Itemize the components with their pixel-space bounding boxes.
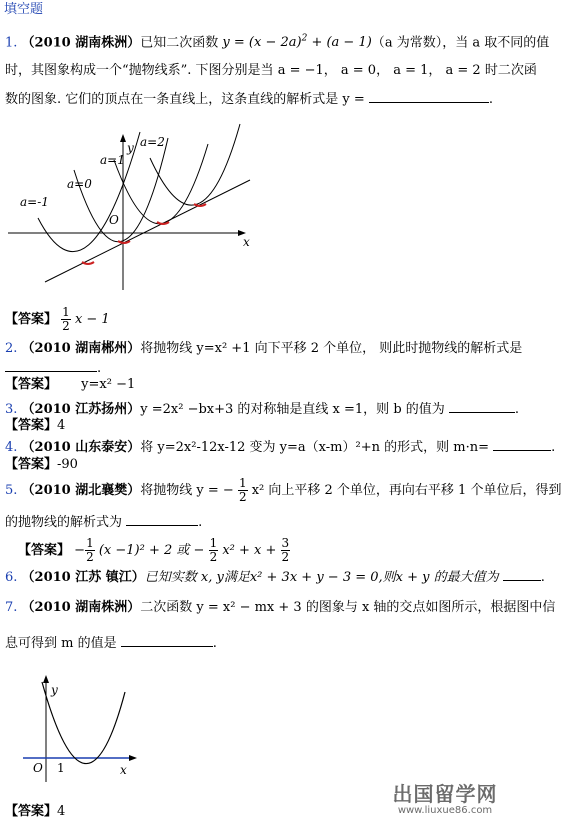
answer-label: 【答案】 [5,312,58,327]
question-number: 5. [5,483,18,498]
period: . [212,636,217,651]
x-label: x [120,763,127,777]
question-text: 息可得到 m 的值是 [5,636,117,651]
question-1-line-2: 时，其图象构成一个“抛物线系”. 下图分别是当 a = −1， a = 0， a = 1， a = 2 时二次函 [5,63,537,78]
question-text: 的抛物线的解析式为 [5,515,123,530]
fraction-three-halves [281,537,291,564]
period: . [488,92,494,107]
answer-value: 4 [57,804,66,819]
question-text: 将抛物线 y = − [140,483,234,498]
question-text: 已知实数 x, y满足x² + 3x + y − 3 = 0,则x + y 的最大值为 [144,570,499,585]
y-axis-arrow [43,675,49,683]
answer-blank [493,438,551,451]
question-7-line-1 [5,600,555,616]
y-axis-arrow [120,134,126,142]
section-title: 填空题 [4,2,44,17]
label-a-0: a=0 [67,177,92,191]
answer-value: -90 [57,457,78,472]
denominator: 2 [209,550,218,564]
numerator: 1 [238,476,247,490]
answer-label: 【答案】 [5,377,58,392]
question-number: 2. [5,341,18,356]
question-3-answer [5,418,65,434]
denominator: 2 [86,550,94,564]
parabola-a-neg1 [38,132,140,252]
answer-label: 【答案】 [5,804,58,819]
question-3 [5,400,519,418]
x-axis-arrow [129,755,137,761]
fraction-half [238,477,248,504]
vertex-a-1 [157,222,169,224]
parabola-family-graph [0,110,270,300]
question-text: 二次函数 y = x² − mx + 3 的图象与 x 轴的交点如图所示，根据图中信 [140,600,556,615]
vertex-line [45,180,250,282]
question-1-line-1 [5,31,549,51]
function-formula: $y = (x - 2a)^2 + (a - 1)$ [222,34,372,51]
label-a-1: a=1 [100,153,125,167]
question-4-answer [5,457,78,473]
question-text: 将抛物线 y=x² +1 向下平移 2 个单位， 则此时抛物线的解析式是 [140,341,523,356]
watermark-url: www.liuxue86.com [397,805,493,816]
numerator: 1 [86,536,94,550]
y-label: y [51,683,58,697]
question-text: 数的图象. 它们的顶点在一条直线上，这条直线的解析式是 y = [5,92,365,107]
answer-value: (x −1)² + 2 或 − [98,543,205,558]
question-5-answer: 【答案】 − $\frac{1}{2}$ (x −1)² + 2 或 − $\frac{1}{2}$ x² + x + $\frac{3}{2}$ [18,536,290,564]
answer-label: 【答案】 [5,457,58,472]
period: . [514,402,520,417]
question-2-answer [5,377,135,393]
question-text: 将 y=2x²-12x-12 变为 y=a（x-m）²+n 的形式，则 m·n= [140,440,489,455]
fraction-half [61,306,71,333]
y-label: y [127,141,134,155]
question-text: x² 向上平移 2 个单位，再向右平移 1 个单位后，得到 [251,483,561,498]
question-text: a 为常数），当 a 取不同的值 [384,35,550,51]
label-a-neg1: a=-1 [20,195,49,209]
question-6 [5,568,545,586]
question-number: 4. [5,440,18,455]
site-watermark [392,783,498,817]
answer-value: x − 1 [74,312,110,327]
answer-blank [449,400,515,413]
period: . [540,570,545,585]
question-number: 6. [5,570,18,585]
answer-value: y=x² −1 [81,377,136,392]
denominator: 2 [238,490,247,504]
fraction-half [209,537,219,564]
numerator: 1 [62,305,70,319]
answer-label: 【答案】 [18,543,71,558]
vertex-a-2 [194,204,206,206]
vertex-a-neg1 [82,262,94,264]
question-2-line-2 [5,359,101,377]
period: . [198,515,203,530]
tick-1-label: 1 [57,761,65,775]
question-number: 3. [5,402,18,417]
question-source: （2010 湖南株洲） [21,600,141,615]
answer-blank [369,90,489,103]
question-source: （2010 湖南株洲） [21,35,141,51]
origin-label: O [109,213,119,227]
vertex-a-0 [118,241,130,243]
question-7-line-2 [5,634,217,652]
numerator: 3 [281,536,290,550]
answer-blank [121,634,213,647]
watermark-brand: 出国留学网 [392,782,498,806]
question-number: 7. [5,600,18,615]
question-source: （2010 湖南郴州） [21,341,141,356]
question-source: （2010 山东泰安） [21,440,141,455]
answer-label: 【答案】 [5,418,58,433]
question-source: （2010 江苏 镇江） [21,570,145,585]
fraction-half [85,537,95,564]
question-1-answer [5,306,110,334]
answer-blank [126,513,198,526]
parabola-a-1 [114,144,208,224]
numerator: 1 [209,536,218,550]
period: . [97,361,102,376]
answer-value: 4 [57,418,66,433]
origin-label: O [33,761,43,775]
label-a-2: a=2 [140,135,165,149]
question-text: 已知二次函数 [140,35,219,51]
denominator: 2 [281,550,290,564]
question-text: y =2x² −bx+3 的对称轴是直线 x =1，则 b 的值为 [140,402,445,417]
question-source: （2010 湖北襄樊） [21,483,141,498]
x-label: x [243,235,250,249]
denominator: 2 [62,319,70,333]
question-2-line-1 [5,341,522,357]
answer-blank [503,568,541,581]
question-4 [5,438,555,456]
answer-value: x² + x + [222,543,277,558]
question-5-line-2 [5,513,202,531]
intersection-graph [20,670,140,785]
question-5-line-1 [5,476,561,506]
question-number: 1. [5,35,18,51]
paren: （ [371,35,385,51]
period: . [551,440,556,455]
question-1-line-3 [5,90,493,108]
answer-blank [5,359,97,372]
question-7-answer [5,804,65,820]
question-source: （2010 江苏扬州） [21,402,141,417]
